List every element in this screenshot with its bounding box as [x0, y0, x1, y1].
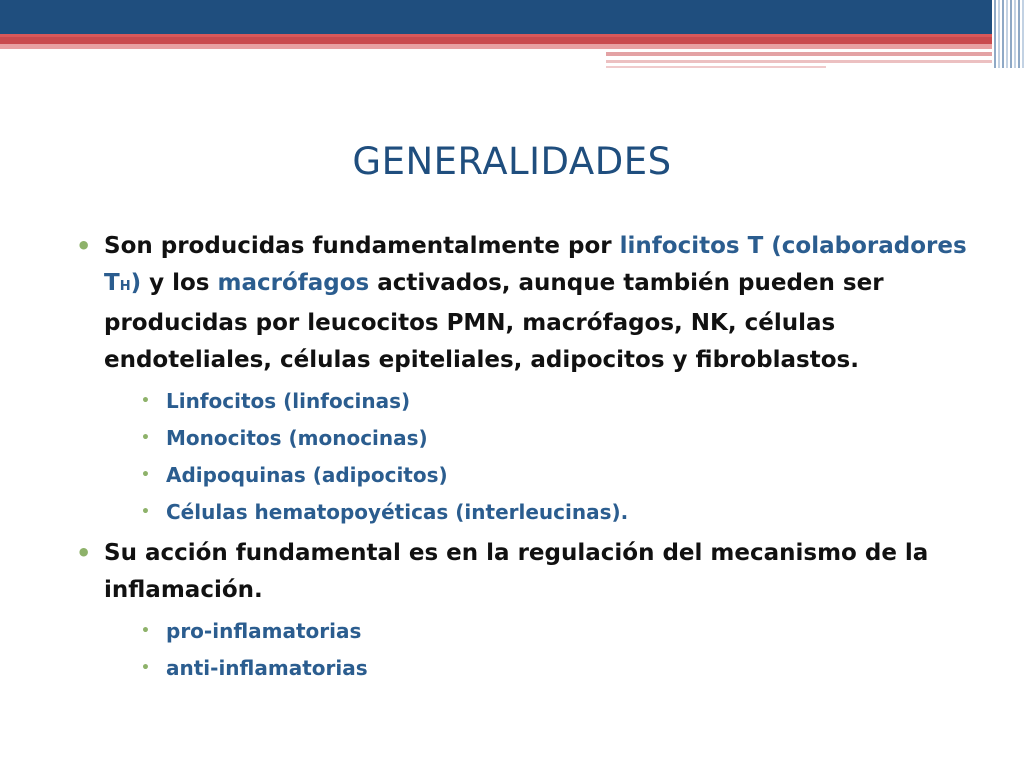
sub-list-item: [76, 494, 976, 531]
bullet-icon: •: [76, 232, 92, 260]
sub-list: [76, 383, 976, 531]
bullet-item: [76, 535, 976, 609]
sub-bullet-icon: •: [141, 393, 150, 409]
header-vertical-stripes: [992, 0, 1024, 68]
sub-item-text: Células hematopoyéticas (interleucinas).: [166, 500, 629, 524]
sub-item-text: anti-inflamatorias: [166, 656, 368, 680]
sub-bullet-icon: •: [141, 660, 150, 676]
sub-list-item: [76, 650, 976, 687]
sub-item-text: pro-inflamatorias: [166, 619, 362, 643]
bullet-text: y los: [141, 270, 218, 296]
highlight-subscript: H: [119, 279, 131, 294]
highlight-term-end: ): [130, 270, 142, 296]
bullet-text: activados, aunque también pueden ser producidas por leucocitos PMN, macrófagos, NK, células endoteliales, células epiteliales, adipocitos y fibroblastos.: [104, 270, 884, 373]
bullet-item: [76, 228, 976, 379]
sub-list-item: [76, 420, 976, 457]
sub-list-item: [76, 383, 976, 420]
highlight-term: macrófagos: [217, 270, 370, 296]
sub-bullet-icon: •: [141, 467, 150, 483]
sub-list-item: [76, 457, 976, 494]
header-accent-line: [606, 66, 826, 68]
header-accent-line: [606, 52, 1006, 56]
sub-item-text: Adipoquinas (adipocitos): [166, 463, 448, 487]
sub-item-text: Linfocitos (linfocinas): [166, 389, 411, 413]
header-band-blue: [0, 0, 1024, 34]
header-accent-line: [606, 60, 1006, 63]
sub-bullet-icon: •: [141, 504, 150, 520]
highlight-term: linfocitos T (colaboradores T: [104, 233, 967, 296]
bullet-text: Su acción fundamental es en la regulación del mecanismo de la inflamación.: [104, 540, 929, 603]
sub-item-text: Monocitos (monocinas): [166, 426, 428, 450]
sub-bullet-icon: •: [141, 430, 150, 446]
bullet-text: Son producidas fundamentalmente por: [104, 233, 620, 259]
sub-list-item: [76, 613, 976, 650]
sub-bullet-icon: •: [141, 623, 150, 639]
slide-content: [76, 228, 976, 691]
sub-list: [76, 613, 976, 687]
bullet-icon: •: [76, 539, 92, 567]
header-band-red: [0, 34, 1024, 49]
slide-title: GENERALIDADES: [352, 140, 672, 183]
